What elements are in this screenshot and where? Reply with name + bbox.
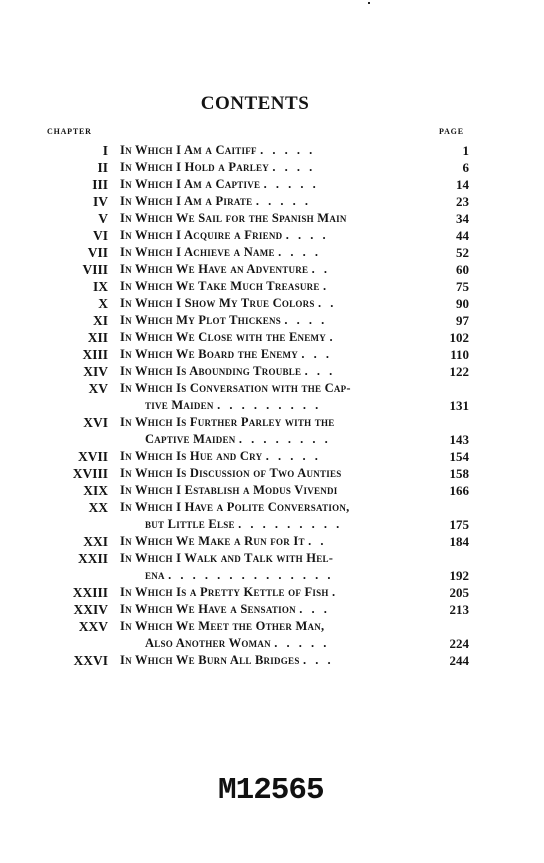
chapter-title-line: In Which Is Abounding Trouble <box>120 364 302 378</box>
toc-entry <box>0 584 544 601</box>
chapter-title <box>120 329 432 346</box>
page-number: 90 <box>456 296 469 311</box>
contents-list <box>0 142 544 669</box>
chapter-number: V <box>98 211 108 226</box>
toc-entry <box>0 312 544 329</box>
page-number: 131 <box>449 398 469 413</box>
chapter-title-line: In Which We Make a Run for It <box>120 534 305 548</box>
toc-entry <box>0 601 544 618</box>
chapter-title-continuation <box>120 397 432 414</box>
toc-entry <box>0 142 544 159</box>
page-number: 205 <box>449 585 469 600</box>
chapter-title <box>120 584 432 601</box>
stray-mark <box>368 2 370 4</box>
chapter-title-line: In Which I Hold a Parley <box>120 160 269 174</box>
page-number: 97 <box>456 313 469 328</box>
chapter-title-continuation-text: but Little Else <box>145 517 235 531</box>
chapter-title <box>120 380 432 414</box>
chapter-title-line: In Which We Meet the Other Man, <box>120 619 325 633</box>
leader-dots: . <box>322 279 330 293</box>
chapter-title <box>120 618 432 652</box>
toc-entry <box>0 210 544 227</box>
leader-dots: . <box>332 585 339 599</box>
chapter-title-line: In Which We Take Much Treasure <box>120 279 320 293</box>
chapter-number: XXI <box>83 534 108 549</box>
chapter-title <box>120 499 432 533</box>
chapter-title-line: In Which I Achieve a Name <box>120 245 275 259</box>
toc-entry <box>0 482 544 499</box>
page-number: 6 <box>462 160 469 175</box>
toc-entry <box>0 618 544 652</box>
chapter-title <box>120 193 432 210</box>
leader-dots: . . . . <box>272 160 316 174</box>
page-number: 166 <box>449 483 469 498</box>
chapter-number: VII <box>87 245 108 260</box>
chapter-title-line: In Which I Establish a Modus Vivendi <box>120 483 338 497</box>
page-number: 52 <box>456 245 469 260</box>
toc-entry <box>0 533 544 550</box>
chapter-number: XVI <box>83 415 108 430</box>
chapter-number: VIII <box>82 262 108 277</box>
toc-entry <box>0 278 544 295</box>
leader-dots: . . . . . . . . . . . . . . <box>168 568 334 582</box>
chapter-title-continuation <box>120 431 432 448</box>
page-column-header: PAGE <box>439 127 464 136</box>
chapter-number: XXIII <box>72 585 108 600</box>
chapter-title-continuation-text: tive Maiden <box>145 398 214 412</box>
page-number: 143 <box>449 432 469 447</box>
chapter-title-line: In Which I Am a Captive <box>120 177 261 191</box>
chapter-title-line: In Which We Sail for the Spanish Main <box>120 211 347 225</box>
chapter-number: XIII <box>82 347 108 362</box>
chapter-title <box>120 652 432 669</box>
chapter-title-line: In Which We Have a Sensation <box>120 602 296 616</box>
leader-dots: . . . . . <box>260 143 316 157</box>
page-number: 60 <box>456 262 469 277</box>
toc-entry <box>0 295 544 312</box>
toc-entry <box>0 363 544 380</box>
chapter-title <box>120 448 432 465</box>
chapter-number: XX <box>88 500 108 515</box>
toc-entry <box>0 227 544 244</box>
leader-dots: . . . . . <box>274 636 330 650</box>
leader-dots: . . . . . . . . . <box>238 517 343 531</box>
chapter-title-continuation <box>120 567 432 584</box>
toc-entry <box>0 414 544 448</box>
chapter-title-line: In Which I Acquire a Friend <box>120 228 283 242</box>
chapter-title <box>120 176 432 193</box>
chapter-title <box>120 295 432 312</box>
chapter-title-line: In Which I Walk and Talk with Hel- <box>120 551 334 565</box>
page-number: 224 <box>449 636 469 651</box>
chapter-title-line: In Which I Show My True Colors <box>120 296 315 310</box>
chapter-title-line: In Which Is Discussion of Two Aunties <box>120 466 342 480</box>
chapter-title <box>120 550 432 584</box>
chapter-title <box>120 227 432 244</box>
page-number: 122 <box>449 364 469 379</box>
chapter-title <box>120 312 432 329</box>
catalog-stamp: M12565 <box>218 773 324 808</box>
leader-dots: . . . . <box>284 313 328 327</box>
chapter-title-line: In Which Is Further Parley with the <box>120 415 335 429</box>
chapter-title <box>120 244 432 261</box>
chapter-title <box>120 210 432 227</box>
leader-dots: . . . . . . . . . <box>217 398 322 412</box>
chapter-title <box>120 414 432 448</box>
page-number: 1 <box>462 143 469 158</box>
page-number: 158 <box>449 466 469 481</box>
chapter-title-continuation <box>120 516 432 533</box>
leader-dots: . . . <box>302 653 334 667</box>
chapter-number: XXV <box>78 619 108 634</box>
page-number: 75 <box>456 279 469 294</box>
chapter-title-continuation <box>120 635 432 652</box>
toc-entry <box>0 244 544 261</box>
toc-entry <box>0 448 544 465</box>
page-number: 110 <box>450 347 469 362</box>
leader-dots: . . <box>311 262 330 276</box>
page-number: 154 <box>449 449 469 464</box>
chapter-number: XII <box>87 330 108 345</box>
chapter-title <box>120 482 432 499</box>
chapter-title-continuation-text: ena <box>145 568 165 582</box>
leader-dots: . . . . <box>278 245 321 259</box>
chapter-title <box>120 142 432 159</box>
page-number: 34 <box>456 211 469 226</box>
leader-dots: . . . . . <box>255 194 311 208</box>
page-number: 192 <box>449 568 469 583</box>
chapter-title <box>120 601 432 618</box>
toc-entry <box>0 499 544 533</box>
toc-entry <box>0 380 544 414</box>
chapter-title <box>120 363 432 380</box>
leader-dots: . . . . . . . . <box>238 432 331 446</box>
chapter-title <box>120 278 432 295</box>
leader-dots: . <box>329 330 336 344</box>
chapter-number: XIX <box>83 483 108 498</box>
leader-dots: . . . <box>301 347 332 361</box>
toc-entry <box>0 329 544 346</box>
chapter-title <box>120 465 432 482</box>
page-number: 14 <box>456 177 469 192</box>
chapter-title <box>120 159 432 176</box>
chapter-number: XXIV <box>73 602 108 617</box>
toc-entry <box>0 159 544 176</box>
chapter-number: XIV <box>83 364 108 379</box>
page-number: 102 <box>449 330 469 345</box>
leader-dots: . . <box>318 296 337 310</box>
chapter-number: II <box>97 160 108 175</box>
toc-entry <box>0 176 544 193</box>
chapter-title <box>120 261 432 278</box>
chapter-number: IX <box>92 279 108 294</box>
chapter-number: XI <box>92 313 108 328</box>
page-number: 175 <box>449 517 469 532</box>
chapter-title <box>120 533 432 550</box>
leader-dots: . . <box>308 534 327 548</box>
chapter-title-line: In Which Is a Pretty Kettle of Fish <box>120 585 329 599</box>
chapter-title-line: In Which Is Conversation with the Cap- <box>120 381 351 395</box>
chapter-title-line: In Which I Am a Caitiff <box>120 143 257 157</box>
toc-entry <box>0 465 544 482</box>
chapter-number: XVII <box>77 449 108 464</box>
leader-dots: . . . <box>304 364 336 378</box>
chapter-title-line: In Which I Have a Polite Conversation, <box>120 500 350 514</box>
leader-dots: . . . . . <box>263 177 319 191</box>
chapter-title-continuation-text: Captive Maiden <box>145 432 236 446</box>
toc-entry <box>0 261 544 278</box>
page-number: 213 <box>449 602 469 617</box>
page-number: 244 <box>449 653 469 668</box>
chapter-title-line: In Which I Am a Pirate <box>120 194 253 208</box>
toc-entry <box>0 550 544 584</box>
chapter-title-line: In Which We Board the Enemy <box>120 347 298 361</box>
toc-entry <box>0 346 544 363</box>
chapter-number: XXVI <box>73 653 108 668</box>
chapter-title-line: In Which Is Hue and Cry <box>120 449 263 463</box>
leader-dots: . . . . . <box>265 449 321 463</box>
chapter-title-continuation-text: Also Another Woman <box>145 636 271 650</box>
chapter-title-line: In Which We Burn All Bridges <box>120 653 300 667</box>
toc-entry <box>0 193 544 210</box>
page-title: CONTENTS <box>200 93 310 114</box>
chapter-column-header: CHAPTER <box>47 127 92 136</box>
chapter-number: XXII <box>77 551 108 566</box>
chapter-number: I <box>102 143 108 158</box>
chapter-title-line: In Which We Close with the Enemy <box>120 330 327 344</box>
chapter-title-line: In Which We Have an Adventure <box>120 262 309 276</box>
page-number: 23 <box>456 194 469 209</box>
chapter-title-line: In Which My Plot Thickens <box>120 313 281 327</box>
chapter-number: XVIII <box>72 466 108 481</box>
page-number: 44 <box>456 228 469 243</box>
page-number: 184 <box>449 534 469 549</box>
chapter-number: III <box>92 177 108 192</box>
chapter-number: IV <box>92 194 108 209</box>
leader-dots: . . . <box>299 602 330 616</box>
chapter-title <box>120 346 432 363</box>
chapter-number: XV <box>88 381 108 396</box>
chapter-number: X <box>98 296 108 311</box>
toc-entry <box>0 652 544 669</box>
leader-dots: . . . . <box>285 228 329 242</box>
chapter-number: VI <box>92 228 108 243</box>
